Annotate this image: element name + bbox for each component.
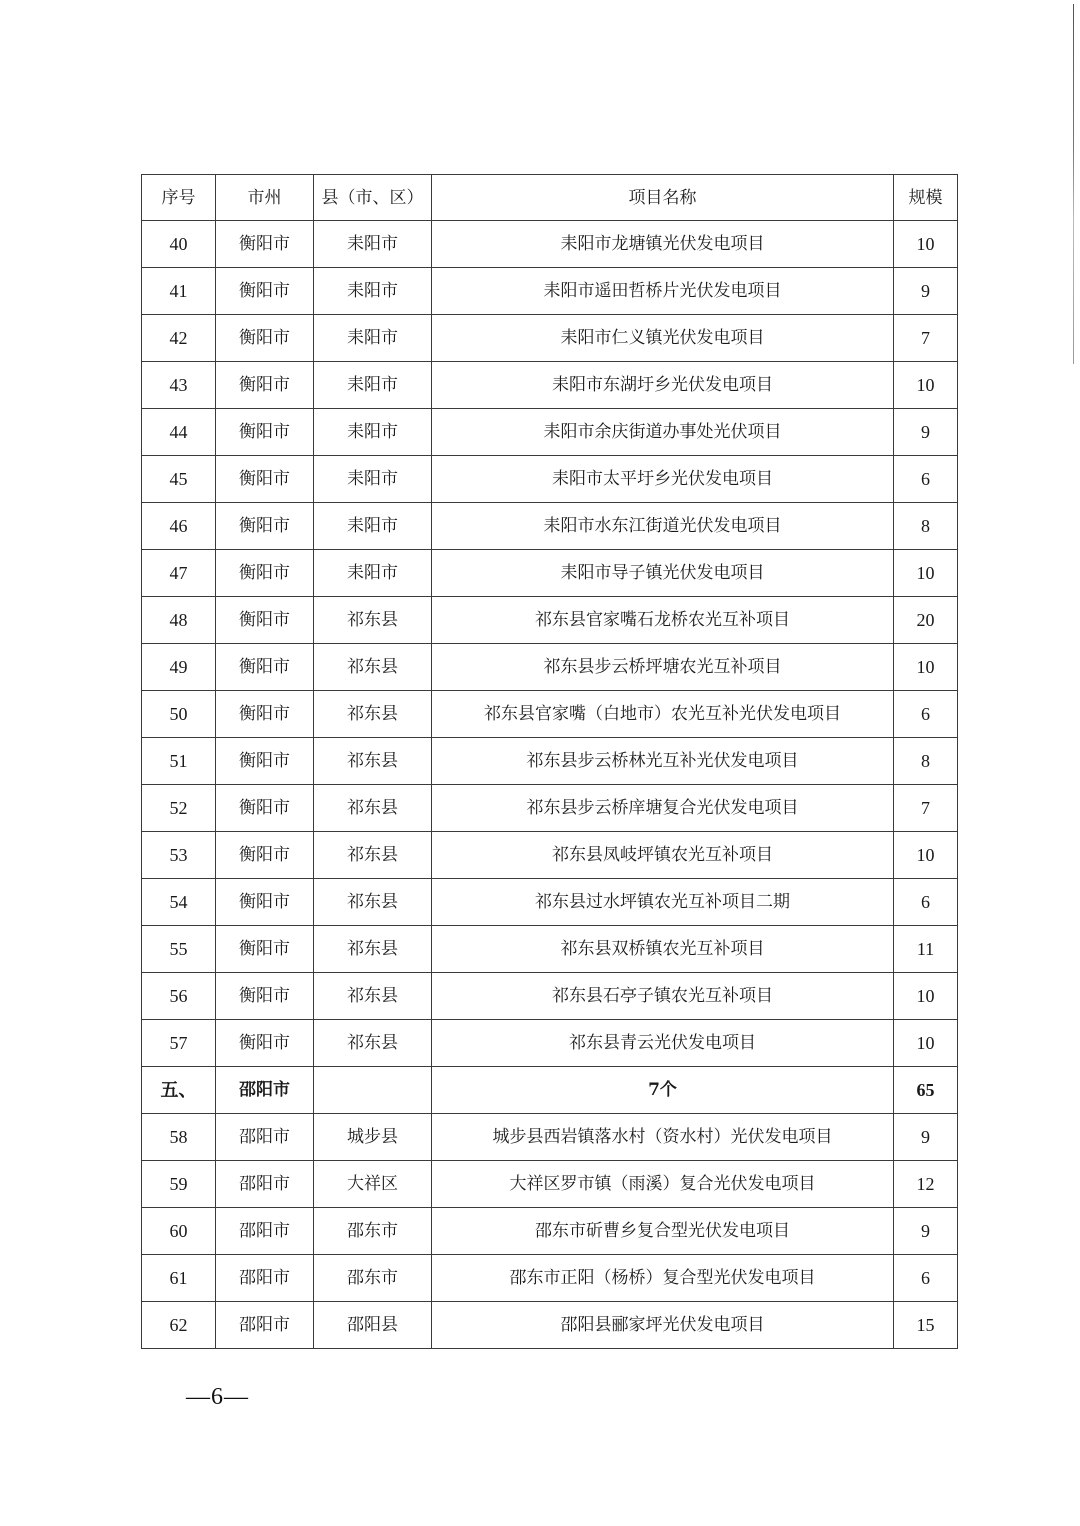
serial-number-cell: 48	[142, 597, 216, 644]
county-cell: 大祥区	[314, 1161, 432, 1208]
county-cell: 祁东县	[314, 832, 432, 879]
city-cell: 邵阳市	[216, 1302, 314, 1349]
project-name-cell: 祁东县青云光伏发电项目	[432, 1020, 894, 1067]
city-cell: 衡阳市	[216, 550, 314, 597]
serial-number-cell: 61	[142, 1255, 216, 1302]
serial-number-cell: 44	[142, 409, 216, 456]
table-row	[142, 221, 958, 268]
scale-cell: 10	[894, 973, 958, 1020]
serial-number-cell: 56	[142, 973, 216, 1020]
city-cell: 衡阳市	[216, 456, 314, 503]
table-row	[142, 550, 958, 597]
city-cell: 衡阳市	[216, 409, 314, 456]
scale-cell: 15	[894, 1302, 958, 1349]
county-cell: 祁东县	[314, 644, 432, 691]
serial-number-cell: 53	[142, 832, 216, 879]
county-cell: 祁东县	[314, 879, 432, 926]
serial-number-cell: 43	[142, 362, 216, 409]
serial-number-cell: 54	[142, 879, 216, 926]
serial-number-cell: 51	[142, 738, 216, 785]
city-cell: 衡阳市	[216, 738, 314, 785]
county-cell: 祁东县	[314, 597, 432, 644]
table-header-row	[142, 175, 958, 221]
project-name-cell: 耒阳市导子镇光伏发电项目	[432, 550, 894, 597]
county-cell: 耒阳市	[314, 409, 432, 456]
scale-cell: 10	[894, 1020, 958, 1067]
city-cell: 衡阳市	[216, 973, 314, 1020]
project-name-cell: 祁东县官家嘴（白地市）农光互补光伏发电项目	[432, 691, 894, 738]
table-row	[142, 832, 958, 879]
table-row	[142, 315, 958, 362]
table-row	[142, 879, 958, 926]
city-cell: 衡阳市	[216, 268, 314, 315]
county-cell: 耒阳市	[314, 221, 432, 268]
serial-number-cell: 49	[142, 644, 216, 691]
project-name-cell: 祁东县步云桥庠塘复合光伏发电项目	[432, 785, 894, 832]
table-row	[142, 456, 958, 503]
serial-number-cell: 五、	[142, 1067, 216, 1114]
project-name-cell: 邵阳县郦家坪光伏发电项目	[432, 1302, 894, 1349]
serial-number-cell: 60	[142, 1208, 216, 1255]
project-name-cell: 祁东县凤岐坪镇农光互补项目	[432, 832, 894, 879]
scale-cell: 10	[894, 644, 958, 691]
project-name-cell: 耒阳市水东江街道光伏发电项目	[432, 503, 894, 550]
city-cell: 衡阳市	[216, 644, 314, 691]
serial-number-cell: 62	[142, 1302, 216, 1349]
table-row	[142, 926, 958, 973]
project-name-cell: 耒阳市仁义镇光伏发电项目	[432, 315, 894, 362]
city-cell: 衡阳市	[216, 926, 314, 973]
header-scale: 规模	[894, 175, 958, 221]
serial-number-cell: 59	[142, 1161, 216, 1208]
serial-number-cell: 45	[142, 456, 216, 503]
county-cell: 邵东市	[314, 1208, 432, 1255]
county-cell: 祁东县	[314, 1020, 432, 1067]
scale-cell: 10	[894, 550, 958, 597]
table-row	[142, 1208, 958, 1255]
table-row	[142, 268, 958, 315]
scale-cell: 9	[894, 1114, 958, 1161]
table-row	[142, 1161, 958, 1208]
county-cell: 祁东县	[314, 738, 432, 785]
project-name-cell: 耒阳市余庆街道办事处光伏项目	[432, 409, 894, 456]
project-name-cell: 城步县西岩镇落水村（资水村）光伏发电项目	[432, 1114, 894, 1161]
city-cell: 邵阳市	[216, 1114, 314, 1161]
scale-cell: 6	[894, 1255, 958, 1302]
county-cell: 城步县	[314, 1114, 432, 1161]
scale-cell: 10	[894, 832, 958, 879]
project-name-cell: 祁东县双桥镇农光互补项目	[432, 926, 894, 973]
table-row	[142, 362, 958, 409]
project-name-cell: 邵东市斫曹乡复合型光伏发电项目	[432, 1208, 894, 1255]
scale-cell: 10	[894, 221, 958, 268]
project-name-cell: 耒阳市遥田哲桥片光伏发电项目	[432, 268, 894, 315]
page-number: —6—	[186, 1384, 249, 1410]
serial-number-cell: 42	[142, 315, 216, 362]
county-cell: 邵东市	[314, 1255, 432, 1302]
county-cell: 邵阳县	[314, 1302, 432, 1349]
city-cell: 衡阳市	[216, 691, 314, 738]
project-name-cell: 祁东县步云桥林光互补光伏发电项目	[432, 738, 894, 785]
city-cell: 衡阳市	[216, 503, 314, 550]
scale-cell: 8	[894, 738, 958, 785]
serial-number-cell: 41	[142, 268, 216, 315]
serial-number-cell: 52	[142, 785, 216, 832]
serial-number-cell: 58	[142, 1114, 216, 1161]
project-name-cell: 耒阳市太平圩乡光伏发电项目	[432, 456, 894, 503]
scan-edge-line	[1073, 4, 1074, 364]
project-name-cell: 祁东县官家嘴石龙桥农光互补项目	[432, 597, 894, 644]
table-row	[142, 785, 958, 832]
county-cell: 祁东县	[314, 691, 432, 738]
table-body	[142, 221, 958, 1349]
scale-cell: 9	[894, 409, 958, 456]
scale-cell: 10	[894, 362, 958, 409]
city-cell: 衡阳市	[216, 1020, 314, 1067]
county-cell: 耒阳市	[314, 456, 432, 503]
county-cell: 耒阳市	[314, 315, 432, 362]
scale-cell: 6	[894, 456, 958, 503]
project-name-cell: 祁东县过水坪镇农光互补项目二期	[432, 879, 894, 926]
table-row	[142, 503, 958, 550]
city-cell: 邵阳市	[216, 1067, 314, 1114]
scale-cell: 9	[894, 1208, 958, 1255]
project-name-cell: 大祥区罗市镇（雨溪）复合光伏发电项目	[432, 1161, 894, 1208]
city-cell: 邵阳市	[216, 1161, 314, 1208]
project-name-cell: 祁东县步云桥坪塘农光互补项目	[432, 644, 894, 691]
county-cell: 耒阳市	[314, 550, 432, 597]
table-row	[142, 738, 958, 785]
header-serial-number: 序号	[142, 175, 216, 221]
scale-cell: 7	[894, 315, 958, 362]
serial-number-cell: 55	[142, 926, 216, 973]
serial-number-cell: 40	[142, 221, 216, 268]
project-name-cell: 邵东市正阳（杨桥）复合型光伏发电项目	[432, 1255, 894, 1302]
table-row	[142, 1302, 958, 1349]
table-row	[142, 1114, 958, 1161]
scale-cell: 12	[894, 1161, 958, 1208]
city-cell: 衡阳市	[216, 879, 314, 926]
city-cell: 衡阳市	[216, 832, 314, 879]
scale-cell: 7	[894, 785, 958, 832]
city-cell: 衡阳市	[216, 597, 314, 644]
county-cell: 祁东县	[314, 926, 432, 973]
county-cell: 耒阳市	[314, 503, 432, 550]
subtotal-row	[142, 1067, 958, 1114]
city-cell: 衡阳市	[216, 785, 314, 832]
city-cell: 衡阳市	[216, 221, 314, 268]
table-row	[142, 409, 958, 456]
county-cell: 祁东县	[314, 785, 432, 832]
header-county: 县（市、区）	[314, 175, 432, 221]
scale-cell: 6	[894, 879, 958, 926]
scale-cell: 11	[894, 926, 958, 973]
table-row	[142, 1020, 958, 1067]
serial-number-cell: 50	[142, 691, 216, 738]
project-name-cell: 祁东县石亭子镇农光互补项目	[432, 973, 894, 1020]
project-table	[141, 174, 958, 1349]
city-cell: 邵阳市	[216, 1208, 314, 1255]
scale-cell: 65	[894, 1067, 958, 1114]
project-name-cell: 7个	[432, 1067, 894, 1114]
scale-cell: 6	[894, 691, 958, 738]
scale-cell: 9	[894, 268, 958, 315]
city-cell: 邵阳市	[216, 1255, 314, 1302]
table-row	[142, 597, 958, 644]
county-cell	[314, 1067, 432, 1114]
header-city: 市州	[216, 175, 314, 221]
county-cell: 耒阳市	[314, 268, 432, 315]
scale-cell: 8	[894, 503, 958, 550]
header-project-name: 项目名称	[432, 175, 894, 221]
project-name-cell: 耒阳市东湖圩乡光伏发电项目	[432, 362, 894, 409]
table-row	[142, 973, 958, 1020]
county-cell: 耒阳市	[314, 362, 432, 409]
project-name-cell: 耒阳市龙塘镇光伏发电项目	[432, 221, 894, 268]
serial-number-cell: 57	[142, 1020, 216, 1067]
table-row	[142, 644, 958, 691]
scale-cell: 20	[894, 597, 958, 644]
serial-number-cell: 47	[142, 550, 216, 597]
city-cell: 衡阳市	[216, 315, 314, 362]
serial-number-cell: 46	[142, 503, 216, 550]
city-cell: 衡阳市	[216, 362, 314, 409]
county-cell: 祁东县	[314, 973, 432, 1020]
table-row	[142, 691, 958, 738]
table-row	[142, 1255, 958, 1302]
